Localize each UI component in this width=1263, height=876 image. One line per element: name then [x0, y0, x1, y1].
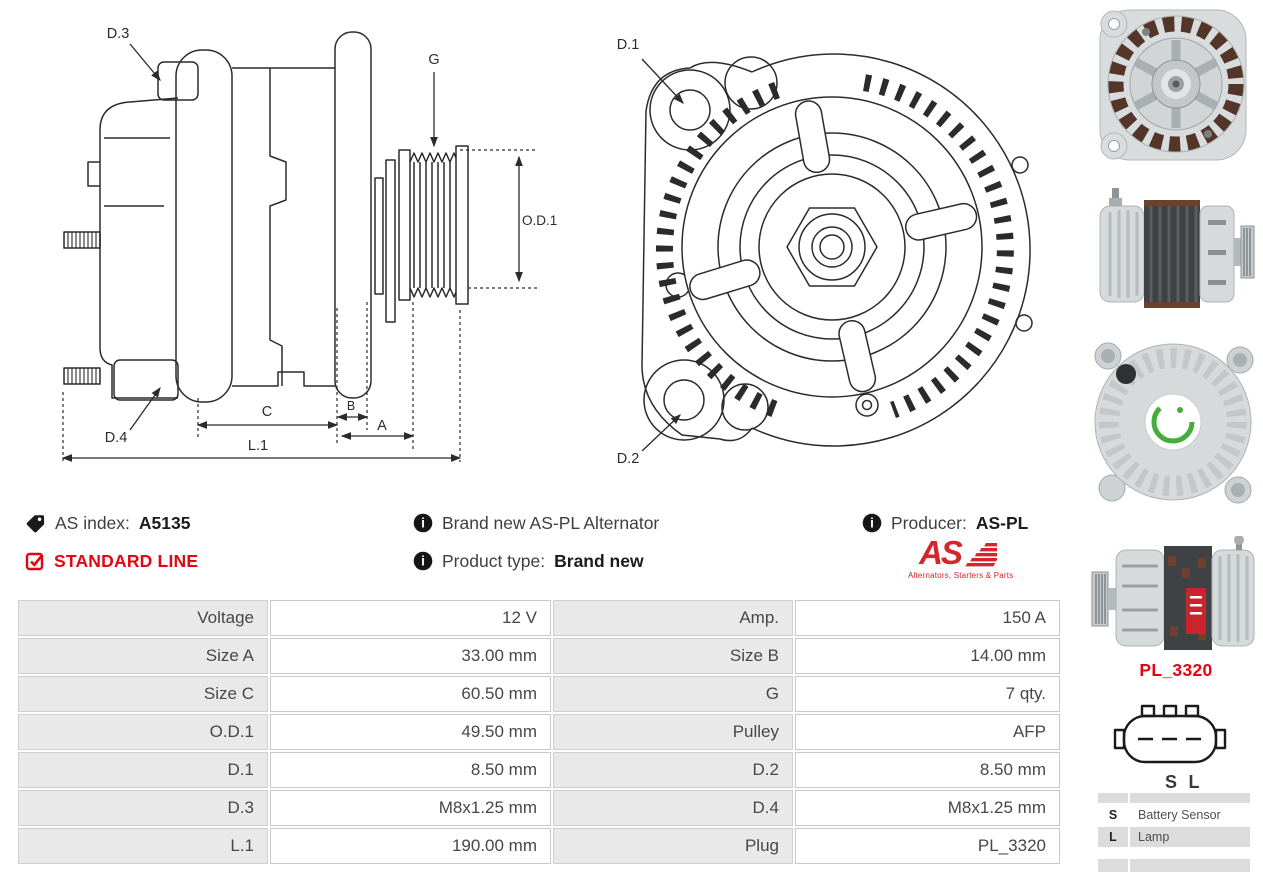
as-pl-logo [908, 534, 1014, 580]
legend-gap [1130, 849, 1250, 857]
pin-l-label: L [1188, 772, 1200, 792]
legend-spacer [1130, 793, 1250, 803]
dimension-extension-lines [63, 150, 538, 462]
product-type-value: Brand new [554, 550, 644, 571]
product-photo-rear [1086, 332, 1260, 512]
alternator-front-outline [642, 54, 1032, 446]
spec-value: 12 V [270, 600, 551, 636]
spec-label: Amp. [553, 600, 793, 636]
checkbox-icon [25, 551, 45, 571]
spec-value: 8.50 mm [270, 752, 551, 788]
spec-label: Plug [553, 828, 793, 864]
spec-value: 7 qty. [795, 676, 1060, 712]
legend-spacer [1130, 859, 1250, 872]
alternator-side-outline [64, 32, 468, 402]
side-view-drawing [30, 10, 560, 490]
pin-legend [1098, 793, 1250, 872]
spec-value: 8.50 mm [795, 752, 1060, 788]
legend-key: L [1098, 827, 1128, 847]
product-photo-side-left-pulley [1088, 536, 1260, 658]
info-icon [862, 513, 882, 533]
spec-label: D.2 [553, 752, 793, 788]
label-b: B [346, 399, 356, 413]
label-d1: D.1 [616, 37, 640, 53]
spec-value: 33.00 mm [270, 638, 551, 674]
standard-line-label: STANDARD LINE [54, 550, 199, 571]
svg-text:i: i [421, 553, 425, 569]
as-logo-stripes-icon [961, 541, 997, 569]
spec-value: 49.50 mm [270, 714, 551, 750]
tag-icon [25, 513, 46, 534]
spec-label: Size C [18, 676, 268, 712]
spec-value: 150 A [795, 600, 1060, 636]
spec-label: Voltage [18, 600, 268, 636]
front-view-labels [617, 37, 640, 467]
spec-label: D.1 [18, 752, 268, 788]
spec-table [18, 600, 1060, 864]
legend-spacer [1098, 859, 1128, 872]
spec-value: 190.00 mm [270, 828, 551, 864]
product-description: Brand new AS-PL Alternator [442, 512, 660, 533]
spec-label: G [553, 676, 793, 712]
spec-value: AFP [795, 714, 1060, 750]
as-index-row [25, 511, 190, 535]
spec-label: L.1 [18, 828, 268, 864]
spec-value: 14.00 mm [795, 638, 1060, 674]
spec-value: M8x1.25 mm [270, 790, 551, 826]
product-photo-side-right-pulley [1090, 172, 1260, 328]
label-g: G [428, 52, 440, 68]
as-index-value: A5135 [138, 512, 191, 533]
label-od1: O.D.1 [522, 213, 558, 228]
spec-value: 60.50 mm [270, 676, 551, 712]
spec-label: D.4 [553, 790, 793, 826]
legend-label: Battery Sensor [1130, 805, 1250, 825]
label-a: A [377, 418, 387, 434]
producer-value: AS-PL [975, 512, 1029, 533]
label-d3: D.3 [106, 26, 130, 42]
legend-spacer [1098, 793, 1128, 803]
spec-label: Size B [553, 638, 793, 674]
info-icon [413, 513, 433, 533]
spec-value: M8x1.25 mm [795, 790, 1060, 826]
spec-label: Size A [18, 638, 268, 674]
as-index-label: AS index: [55, 512, 130, 533]
as-logo-tagline: Alternators, Starters & Parts [908, 571, 1014, 580]
legend-key: S [1098, 805, 1128, 825]
info-icon [413, 551, 433, 571]
spec-label: O.D.1 [18, 714, 268, 750]
product-type-row [413, 549, 644, 573]
label-d2: D.2 [616, 451, 640, 467]
front-view-drawing [590, 15, 1080, 480]
label-c: C [261, 404, 273, 420]
legend-gap [1098, 849, 1128, 857]
front-callout-arrows [642, 59, 683, 451]
side-view-labels [105, 26, 558, 454]
spec-label: D.3 [18, 790, 268, 826]
connector-title: PL_3320 [1139, 660, 1213, 680]
product-photo-front [1088, 2, 1258, 168]
label-l1: L.1 [247, 438, 269, 454]
standard-line-row [25, 549, 198, 573]
legend-label: Lamp [1130, 827, 1250, 847]
spec-value: PL_3320 [795, 828, 1060, 864]
product-type-label: Product type: [442, 550, 546, 571]
spec-label: Pulley [553, 714, 793, 750]
connector-diagram [1108, 690, 1232, 795]
svg-text:i: i [870, 515, 874, 531]
label-d4: D.4 [104, 430, 128, 446]
as-logo-text: AS [919, 534, 961, 571]
producer-row [862, 511, 1028, 535]
pin-s-label: S [1164, 772, 1178, 792]
svg-text:i: i [421, 515, 425, 531]
producer-label: Producer: [891, 512, 967, 533]
description-row [413, 511, 659, 535]
